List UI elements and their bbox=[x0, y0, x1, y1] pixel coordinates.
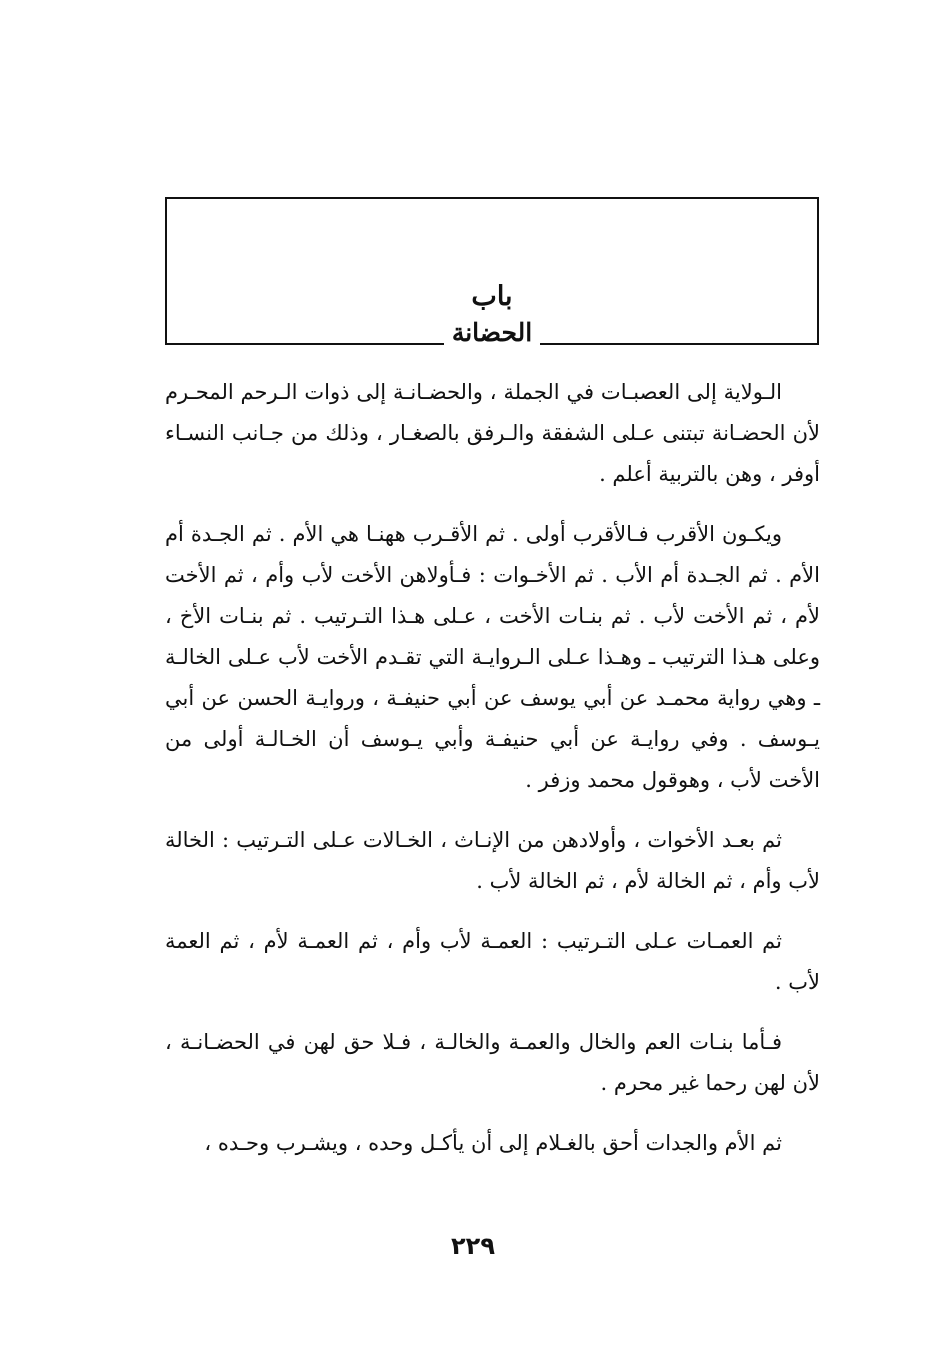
paragraph-5-text: فـأما بنـات العم والخال والعمـة والخالـة ، فـلا حق لهن في الحضـانـة ، لأن لهن رحما غير محرم . bbox=[165, 1030, 820, 1095]
paragraph-2-text: ويكـون الأقرب فـالأقرب أولى . ثم الأقـرب ههنـا هي الأم . ثم الجـدة أم الأم . ثم الجـدة أم الأب . ثم الأخـوات : فـأولاهن الأخت لأب وأم ، ثم الأخت لأم ، ثم الأخت لأب . ثم بنـات الأخت ، عـلى هـذا التـرتيب . ثم بنـات الأخ ، وعلى هـذا الترتيب ـ وهـذا عـلى الـروايـة التي تقـدم الأخت لأب عـلى الخالـة ـ وهي رواية محمـد عن أبي يوسف عن أبي حنيفـة ، وروايـة الحسن عن أبي يـوسف . وفي روايـة عن أبي حنيفـة وأبي يـوسف أن الخـالـة أولى من الأخت لأب ، وهوقول محمد وزفر . bbox=[165, 522, 820, 792]
paragraph-1 bbox=[165, 372, 820, 495]
paragraph-4-text: ثم العمـات عـلى التـرتيب : العمـة لأب وأم ، ثم العمـة لأم ، ثم العمة لأب . bbox=[165, 929, 820, 994]
chapter-heading-box bbox=[165, 197, 819, 345]
paragraph-2 bbox=[165, 514, 820, 801]
chapter-word: باب bbox=[471, 281, 513, 312]
page-number: ٢٢٩ bbox=[451, 1232, 495, 1260]
paragraph-3-text: ثم بعـد الأخوات ، وأولادهن من الإنـاث ، الخـالات عـلى التـرتيب : الخالة لأب وأم ، ثم الخالة لأم ، ثم الخالة لأب . bbox=[165, 828, 820, 893]
chapter-title bbox=[167, 318, 817, 347]
paragraph-1-text: الـولاية إلى العصبـات في الجملة ، والحضـانـة إلى ذوات الـرحم المحـرم لأن الحضـانة تبتنى عـلى الشفقة والـرفق بالصغـار ، وذلك من جـانب النسـاء أوفر ، وهن بالتربية أعلم . bbox=[165, 380, 820, 486]
chapter-title-text: الحضانة bbox=[444, 318, 540, 347]
paragraph-4 bbox=[165, 921, 820, 1003]
paragraph-6 bbox=[165, 1123, 820, 1164]
paragraph-6-text: ثم الأم والجدات أحق بالغـلام إلى أن يأكـل وحده ، ويشـرب وحـده ، bbox=[204, 1131, 782, 1155]
paragraph-3 bbox=[165, 820, 820, 902]
body-text bbox=[165, 372, 820, 1183]
paragraph-5 bbox=[165, 1022, 820, 1104]
